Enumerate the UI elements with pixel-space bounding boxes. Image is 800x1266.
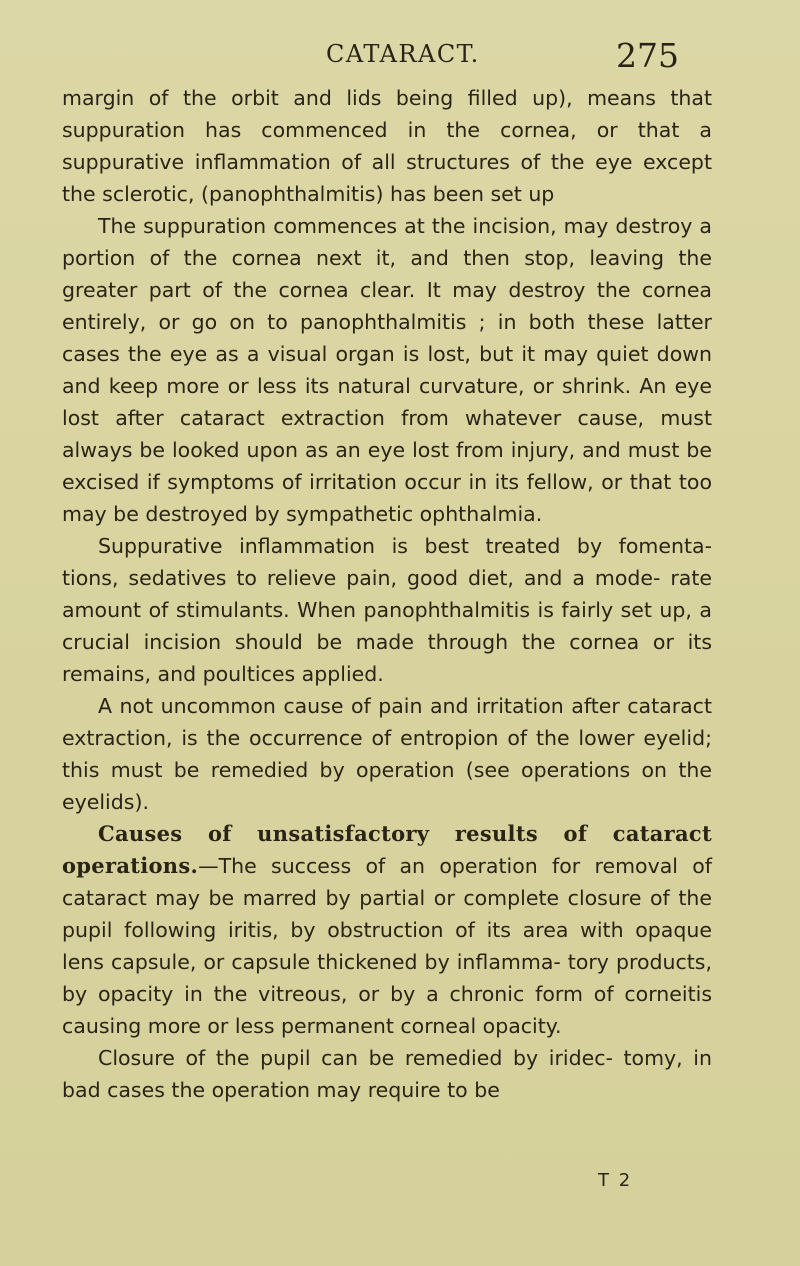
body-text <box>62 82 712 1106</box>
signature-mark: T 2 <box>598 1170 633 1191</box>
paragraph-suppuration: The suppuration commences at the incision, may destroy a portion of the cornea next it, and then stop, leaving the greater part of the cornea clear. It may destroy the cornea entirely, or go on to panophthalmitis ; in both these latter cases the eye as a visual organ is lost, but it may quiet down and keep more or less its natural curvature, or shrink. An eye lost after cataract extraction from whatever cause, must always be looked upon as an eye lost from injury, and must be excised if symptoms of irritation occur in its fellow, or that too may be destroyed by sympathetic ophthalmia. <box>62 214 712 526</box>
paragraph-continued: margin of the orbit and lids being filled up), means that suppuration has commenced in the cornea, or that a suppurative inflammation of all structures of the eye except the sclerotic, (panophthalmitis) has been set up <box>62 86 712 206</box>
running-head-title: CATARACT. <box>326 40 480 68</box>
running-head <box>0 22 800 82</box>
paragraph-causes-text: —The success of an operation for removal of cataract may be marred by partial or complete closure of the pupil following iritis, by obstruction of its area with opaque lens capsule, or capsule thickened by inflamma- tory products, by opacity in the vitreous, or by a chronic form of corneitis causing more or less permanent corneal opacity. <box>62 854 712 1038</box>
paragraph-closure: Closure of the pupil can be remedied by iridec- tomy, in bad cases the operation may require to be <box>62 1046 712 1102</box>
paragraph-causes <box>62 818 712 1042</box>
paragraph-treatment: Suppurative inflammation is best treated by fomenta- tions, sedatives to relieve pain, good diet, and a mode- rate amount of stimulants. When panophthalmitis is fairly set up, a crucial incision should be made through the cornea or its remains, and poultices applied. <box>62 534 712 686</box>
paragraph-entropion: A not uncommon cause of pain and irritation after cataract extraction, is the occurrence of entropion of the lower eyelid; this must be remedied by operation (see operations on the eyelids). <box>62 694 712 814</box>
page-number: 275 <box>616 36 679 75</box>
section-heading: Causes of unsatisfactory results of cataract operations. <box>62 821 712 878</box>
